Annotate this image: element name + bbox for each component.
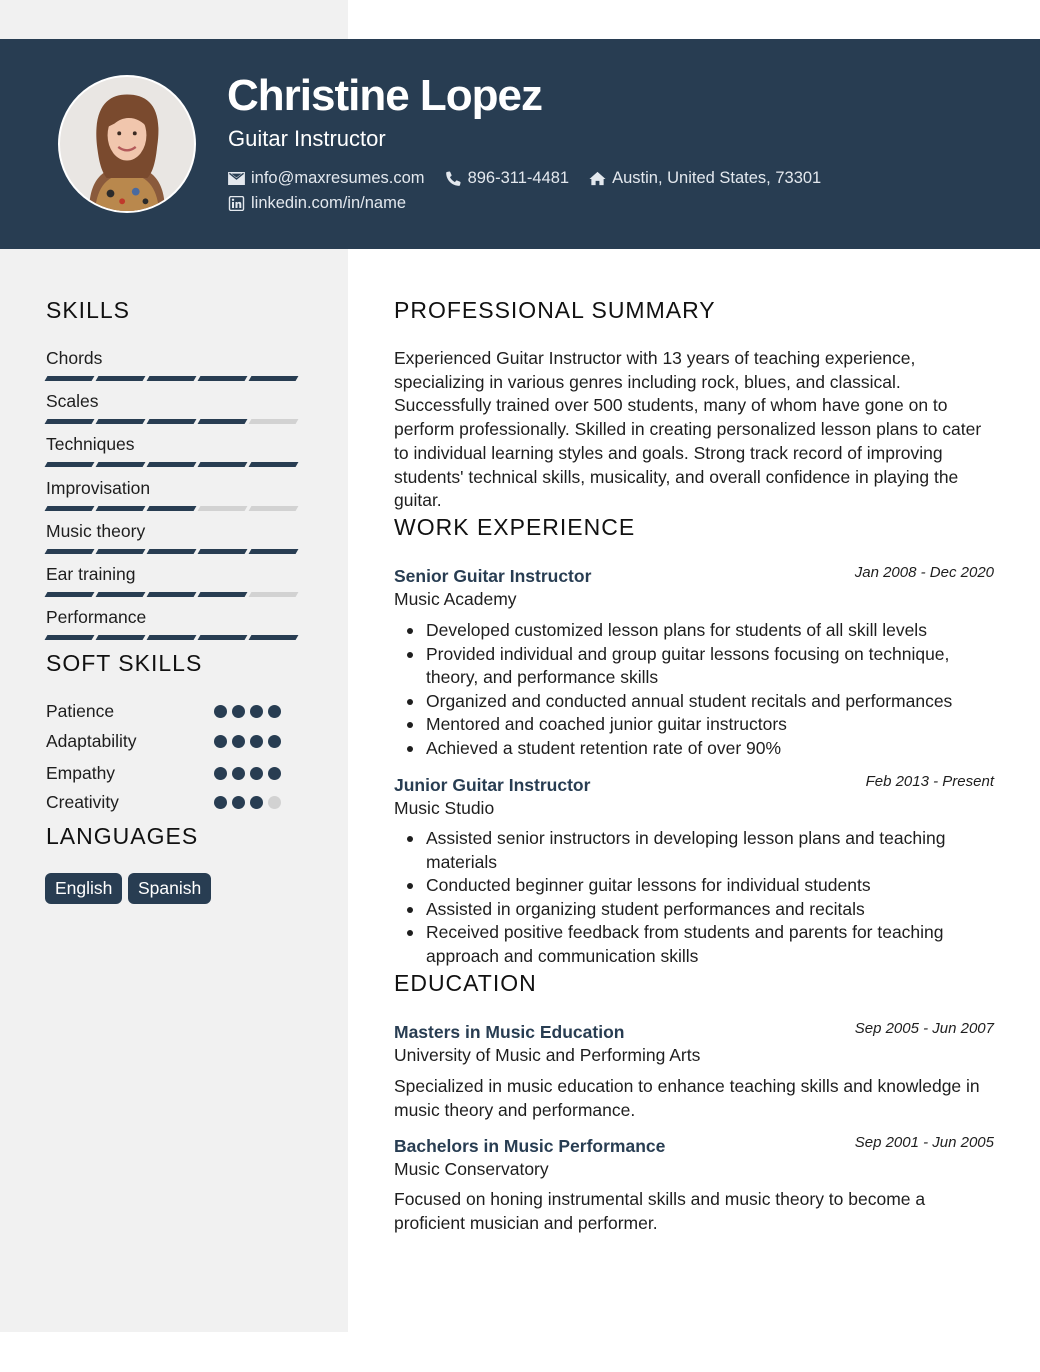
rating-dot (250, 767, 263, 780)
language-badge-spanish: Spanish (128, 873, 211, 904)
rating-dot (232, 767, 245, 780)
rating-segment (249, 592, 299, 597)
rating-segment (147, 506, 197, 511)
job-bullets-1 (426, 619, 986, 760)
rating-dot (268, 735, 281, 748)
rating-segment (45, 506, 95, 511)
rating-segment (249, 635, 299, 640)
rating-dot (268, 796, 281, 809)
phone-icon (445, 171, 462, 186)
bullet-item: Achieved a student retention rate of over 90% (426, 737, 986, 761)
skill-label: Scales (46, 391, 99, 412)
email-text: info@maxresumes.com (251, 169, 425, 187)
rating-segment (198, 506, 248, 511)
linkedin-text: linkedin.com/in/name (251, 194, 406, 212)
rating-segment (147, 419, 197, 424)
skill-rating-bar (46, 592, 302, 597)
rating-segment (198, 376, 248, 381)
job-title-2: Junior Guitar Instructor (394, 775, 591, 795)
skill-rating-bar (46, 419, 302, 424)
degree-date-2: Sep 2001 - Jun 2005 (854, 1134, 994, 1151)
degree-school-1: University of Music and Performing Arts (394, 1045, 701, 1065)
rating-segment (249, 376, 299, 381)
job-title-1: Senior Guitar Instructor (394, 566, 592, 586)
skill-label: Techniques (46, 434, 135, 455)
rating-dot (214, 705, 227, 718)
rating-segment (249, 506, 299, 511)
rating-segment (249, 419, 299, 424)
rating-dot (250, 735, 263, 748)
languages-heading: LANGUAGES (46, 823, 199, 849)
profile-photo (58, 75, 196, 213)
skill-label: Chords (46, 348, 103, 368)
job-title: Guitar Instructor (228, 126, 386, 151)
bullet-item: Mentored and coached junior guitar instructors (426, 713, 986, 737)
soft-skill-label: Patience (46, 701, 115, 721)
job-date-1: Jan 2008 - Dec 2020 (854, 564, 994, 581)
rating-segment (147, 462, 197, 467)
rating-segment (249, 549, 299, 554)
skill-rating-bar (46, 549, 302, 554)
soft-skill-label: Adaptability (46, 731, 137, 751)
skill-rating-bar (46, 462, 302, 467)
rating-segment (45, 376, 95, 381)
rating-segment (96, 549, 146, 554)
rating-segment (45, 549, 95, 554)
linkedin-icon (228, 196, 245, 211)
job-bullets-2 (426, 827, 986, 968)
bullet-item: Conducted beginner guitar lessons for individual students (426, 874, 986, 898)
candidate-name: Christine Lopez (227, 71, 543, 120)
skill-label: Performance (46, 607, 147, 628)
education-heading: EDUCATION (394, 970, 537, 996)
job-company-1: Music Academy (394, 589, 517, 609)
rating-segment (147, 376, 197, 381)
rating-dot (232, 705, 245, 718)
rating-segment (45, 462, 95, 467)
bullet-item: Assisted senior instructors in developing lesson plans and teaching materials (426, 827, 986, 874)
bullet-item: Organized and conducted annual student recitals and performances (426, 690, 986, 714)
soft-skill-rating-dots (214, 767, 286, 780)
rating-segment (198, 592, 248, 597)
envelope-icon (228, 171, 245, 186)
soft-skill-rating-dots (214, 735, 286, 748)
skill-label: Music theory (46, 520, 146, 541)
soft-skill-rating-dots (214, 796, 286, 809)
skill-rating-bar (46, 376, 302, 381)
rating-segment (96, 635, 146, 640)
rating-segment (96, 376, 146, 381)
soft-skill-label: Creativity (46, 792, 119, 812)
skills-heading: SKILLS (46, 297, 130, 323)
bullet-item: Assisted in organizing student performances and recitals (426, 898, 986, 922)
degree-title-2: Bachelors in Music Performance (394, 1136, 666, 1156)
experience-heading: WORK EXPERIENCE (394, 514, 636, 540)
rating-segment (96, 462, 146, 467)
skill-rating-bar (46, 506, 302, 511)
contact-row (228, 168, 841, 188)
degree-school-2: Music Conservatory (394, 1159, 549, 1179)
resume-header (0, 39, 1040, 249)
degree-desc-2: Focused on honing instrumental skills and music theory to become a proficient musician and performer. (394, 1189, 926, 1233)
rating-dot (214, 767, 227, 780)
address-text: Austin, United States, 73301 (612, 169, 822, 187)
rating-dot (214, 735, 227, 748)
job-company-2: Music Studio (394, 798, 495, 818)
soft-skill-rating-dots (214, 705, 286, 718)
rating-segment (147, 592, 197, 597)
bullet-item: Provided individual and group guitar lessons focusing on technique, theory, and performance skills (426, 643, 986, 690)
summary-heading: PROFESSIONAL SUMMARY (394, 297, 716, 323)
skill-rating-bar (46, 635, 302, 640)
rating-segment (96, 506, 146, 511)
rating-segment (45, 635, 95, 640)
rating-dot (268, 705, 281, 718)
degree-date-1: Sep 2005 - Jun 2007 (854, 1020, 994, 1037)
rating-segment (45, 592, 95, 597)
rating-dot (250, 705, 263, 718)
rating-dot (268, 767, 281, 780)
rating-dot (232, 796, 245, 809)
contact-email[interactable] (228, 168, 425, 188)
soft-skill-label: Empathy (46, 763, 116, 783)
skill-label: Ear training (46, 564, 136, 584)
language-badge-english: English (45, 873, 122, 904)
contact-address (589, 168, 821, 188)
rating-segment (198, 635, 248, 640)
rating-segment (198, 419, 248, 424)
bullet-item: Received positive feedback from students and parents for teaching approach and communication skills (426, 921, 986, 968)
skill-label: Improvisation (46, 477, 151, 498)
summary-text: Experienced Guitar Instructor with 13 years of teaching experience, specializing in various genres including rock, blues, and classical. Successfully trained over 500 students, many of whom have gone on to perform professionally. Skilled in creating personalized lesson plans to cater to individual learning styles and goals. Strong track record of improving students' technical skills, musicality, and overall confidence in playing the guitar. (394, 348, 982, 511)
job-date-2: Feb 2013 - Present (865, 773, 994, 790)
bullet-item: Developed customized lesson plans for students of all skill levels (426, 619, 986, 643)
soft-skills-heading: SOFT SKILLS (46, 650, 203, 676)
contact-row-2 (228, 193, 426, 213)
degree-desc-1: Specialized in music education to enhance teaching skills and knowledge in music theory and performance. (394, 1076, 980, 1120)
rating-segment (96, 592, 146, 597)
rating-segment (45, 419, 95, 424)
home-icon (589, 171, 606, 186)
rating-segment (147, 635, 197, 640)
rating-segment (147, 549, 197, 554)
degree-title-1: Masters in Music Education (394, 1022, 625, 1042)
phone-text: 896-311-4481 (467, 169, 570, 187)
contact-phone[interactable] (445, 168, 570, 188)
rating-dot (250, 796, 263, 809)
rating-dot (214, 796, 227, 809)
rating-segment (249, 462, 299, 467)
rating-segment (198, 549, 248, 554)
portrait-image (60, 77, 194, 211)
rating-segment (198, 462, 248, 467)
rating-dot (232, 735, 245, 748)
contact-linkedin[interactable] (228, 193, 406, 213)
rating-segment (96, 419, 146, 424)
